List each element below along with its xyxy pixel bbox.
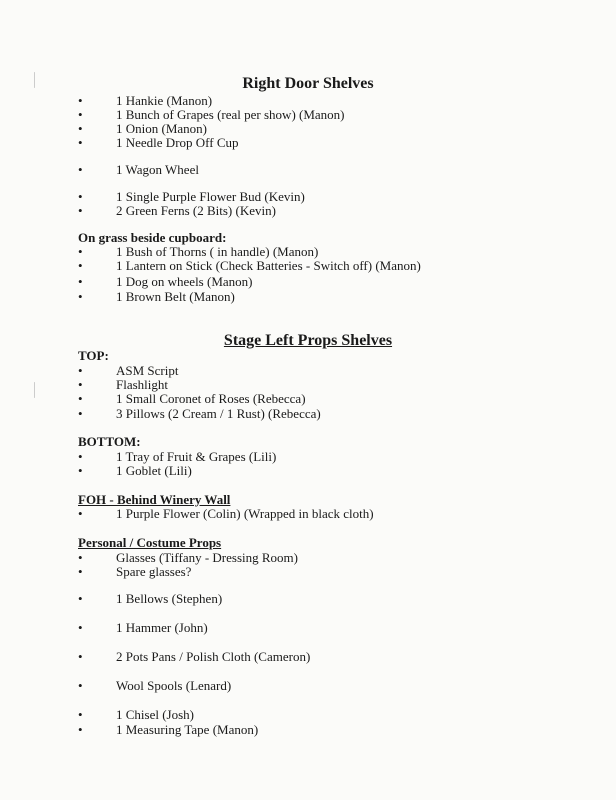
bullet-icon: • bbox=[78, 449, 83, 464]
bullet-icon: • bbox=[78, 244, 83, 259]
list-item: 1 Tray of Fruit & Grapes (Lili) bbox=[116, 449, 277, 464]
list-item: 1 Onion (Manon) bbox=[116, 121, 207, 136]
bullet-icon: • bbox=[78, 135, 83, 150]
list-item: Spare glasses? bbox=[116, 564, 192, 579]
list-item: 3 Pillows (2 Cream / 1 Rust) (Rebecca) bbox=[116, 406, 321, 421]
list-item: ASM Script bbox=[116, 363, 179, 378]
subheading-personal: Personal / Costume Props bbox=[78, 535, 222, 550]
list-item: 1 Bellows (Stephen) bbox=[116, 591, 223, 606]
list-item: 1 Dog on wheels (Manon) bbox=[116, 274, 253, 289]
list-item: 1 Chisel (Josh) bbox=[116, 707, 194, 722]
bullet-icon: • bbox=[78, 649, 83, 664]
list-item: 1 Bunch of Grapes (real per show) (Manon) bbox=[116, 107, 345, 122]
scan-mark bbox=[34, 382, 35, 398]
list-item: Flashlight bbox=[116, 377, 169, 392]
bullet-icon: • bbox=[78, 564, 83, 579]
bullet-icon: • bbox=[78, 162, 83, 177]
bullet-icon: • bbox=[78, 678, 83, 693]
bullet-icon: • bbox=[78, 203, 83, 218]
bullet-icon: • bbox=[78, 107, 83, 122]
bullet-icon: • bbox=[78, 121, 83, 136]
bullet-icon: • bbox=[78, 591, 83, 606]
bullet-icon: • bbox=[78, 189, 83, 204]
list-item: 1 Lantern on Stick (Check Batteries - Switch off) (Manon) bbox=[116, 258, 421, 273]
list-item: Glasses (Tiffany - Dressing Room) bbox=[116, 550, 298, 565]
list-item: 1 Measuring Tape (Manon) bbox=[116, 722, 259, 737]
bullet-icon: • bbox=[78, 463, 83, 478]
list-item: 1 Brown Belt (Manon) bbox=[116, 289, 235, 304]
bullet-icon: • bbox=[78, 550, 83, 565]
list-item: 2 Green Ferns (2 Bits) (Kevin) bbox=[116, 203, 276, 218]
bullet-icon: • bbox=[78, 377, 83, 392]
section-title-stage-left: Stage Left Props Shelves bbox=[223, 332, 393, 349]
bullet-icon: • bbox=[78, 391, 83, 406]
bullet-icon: • bbox=[78, 93, 83, 108]
list-item: 1 Wagon Wheel bbox=[116, 162, 199, 177]
list-item: 1 Hankie (Manon) bbox=[116, 93, 213, 108]
list-item: 1 Bush of Thorns ( in handle) (Manon) bbox=[116, 244, 319, 259]
list-item: 1 Hammer (John) bbox=[116, 620, 208, 635]
list-item: Wool Spools (Lenard) bbox=[116, 678, 232, 693]
bullet-icon: • bbox=[78, 258, 83, 273]
bullet-icon: • bbox=[78, 707, 83, 722]
subheading-bottom: BOTTOM: bbox=[78, 434, 141, 449]
bullet-icon: • bbox=[78, 274, 83, 289]
list-item: 2 Pots Pans / Polish Cloth (Cameron) bbox=[116, 649, 311, 664]
bullet-icon: • bbox=[78, 289, 83, 304]
bullet-icon: • bbox=[78, 406, 83, 421]
list-item: 1 Single Purple Flower Bud (Kevin) bbox=[116, 189, 305, 204]
list-item: 1 Goblet (Lili) bbox=[116, 463, 192, 478]
list-item: 1 Needle Drop Off Cup bbox=[116, 135, 239, 150]
bullet-icon: • bbox=[78, 363, 83, 378]
bullet-icon: • bbox=[78, 620, 83, 635]
subheading-grass: On grass beside cupboard: bbox=[78, 230, 227, 245]
subheading-top: TOP: bbox=[78, 348, 109, 363]
list-item: 1 Purple Flower (Colin) (Wrapped in black cloth) bbox=[116, 506, 374, 521]
bullet-icon: • bbox=[78, 506, 83, 521]
subheading-foh: FOH - Behind Winery Wall bbox=[78, 492, 231, 507]
bullet-icon: • bbox=[78, 722, 83, 737]
list-item: 1 Small Coronet of Roses (Rebecca) bbox=[116, 391, 306, 406]
section-title-right-door: Right Door Shelves bbox=[242, 75, 374, 92]
